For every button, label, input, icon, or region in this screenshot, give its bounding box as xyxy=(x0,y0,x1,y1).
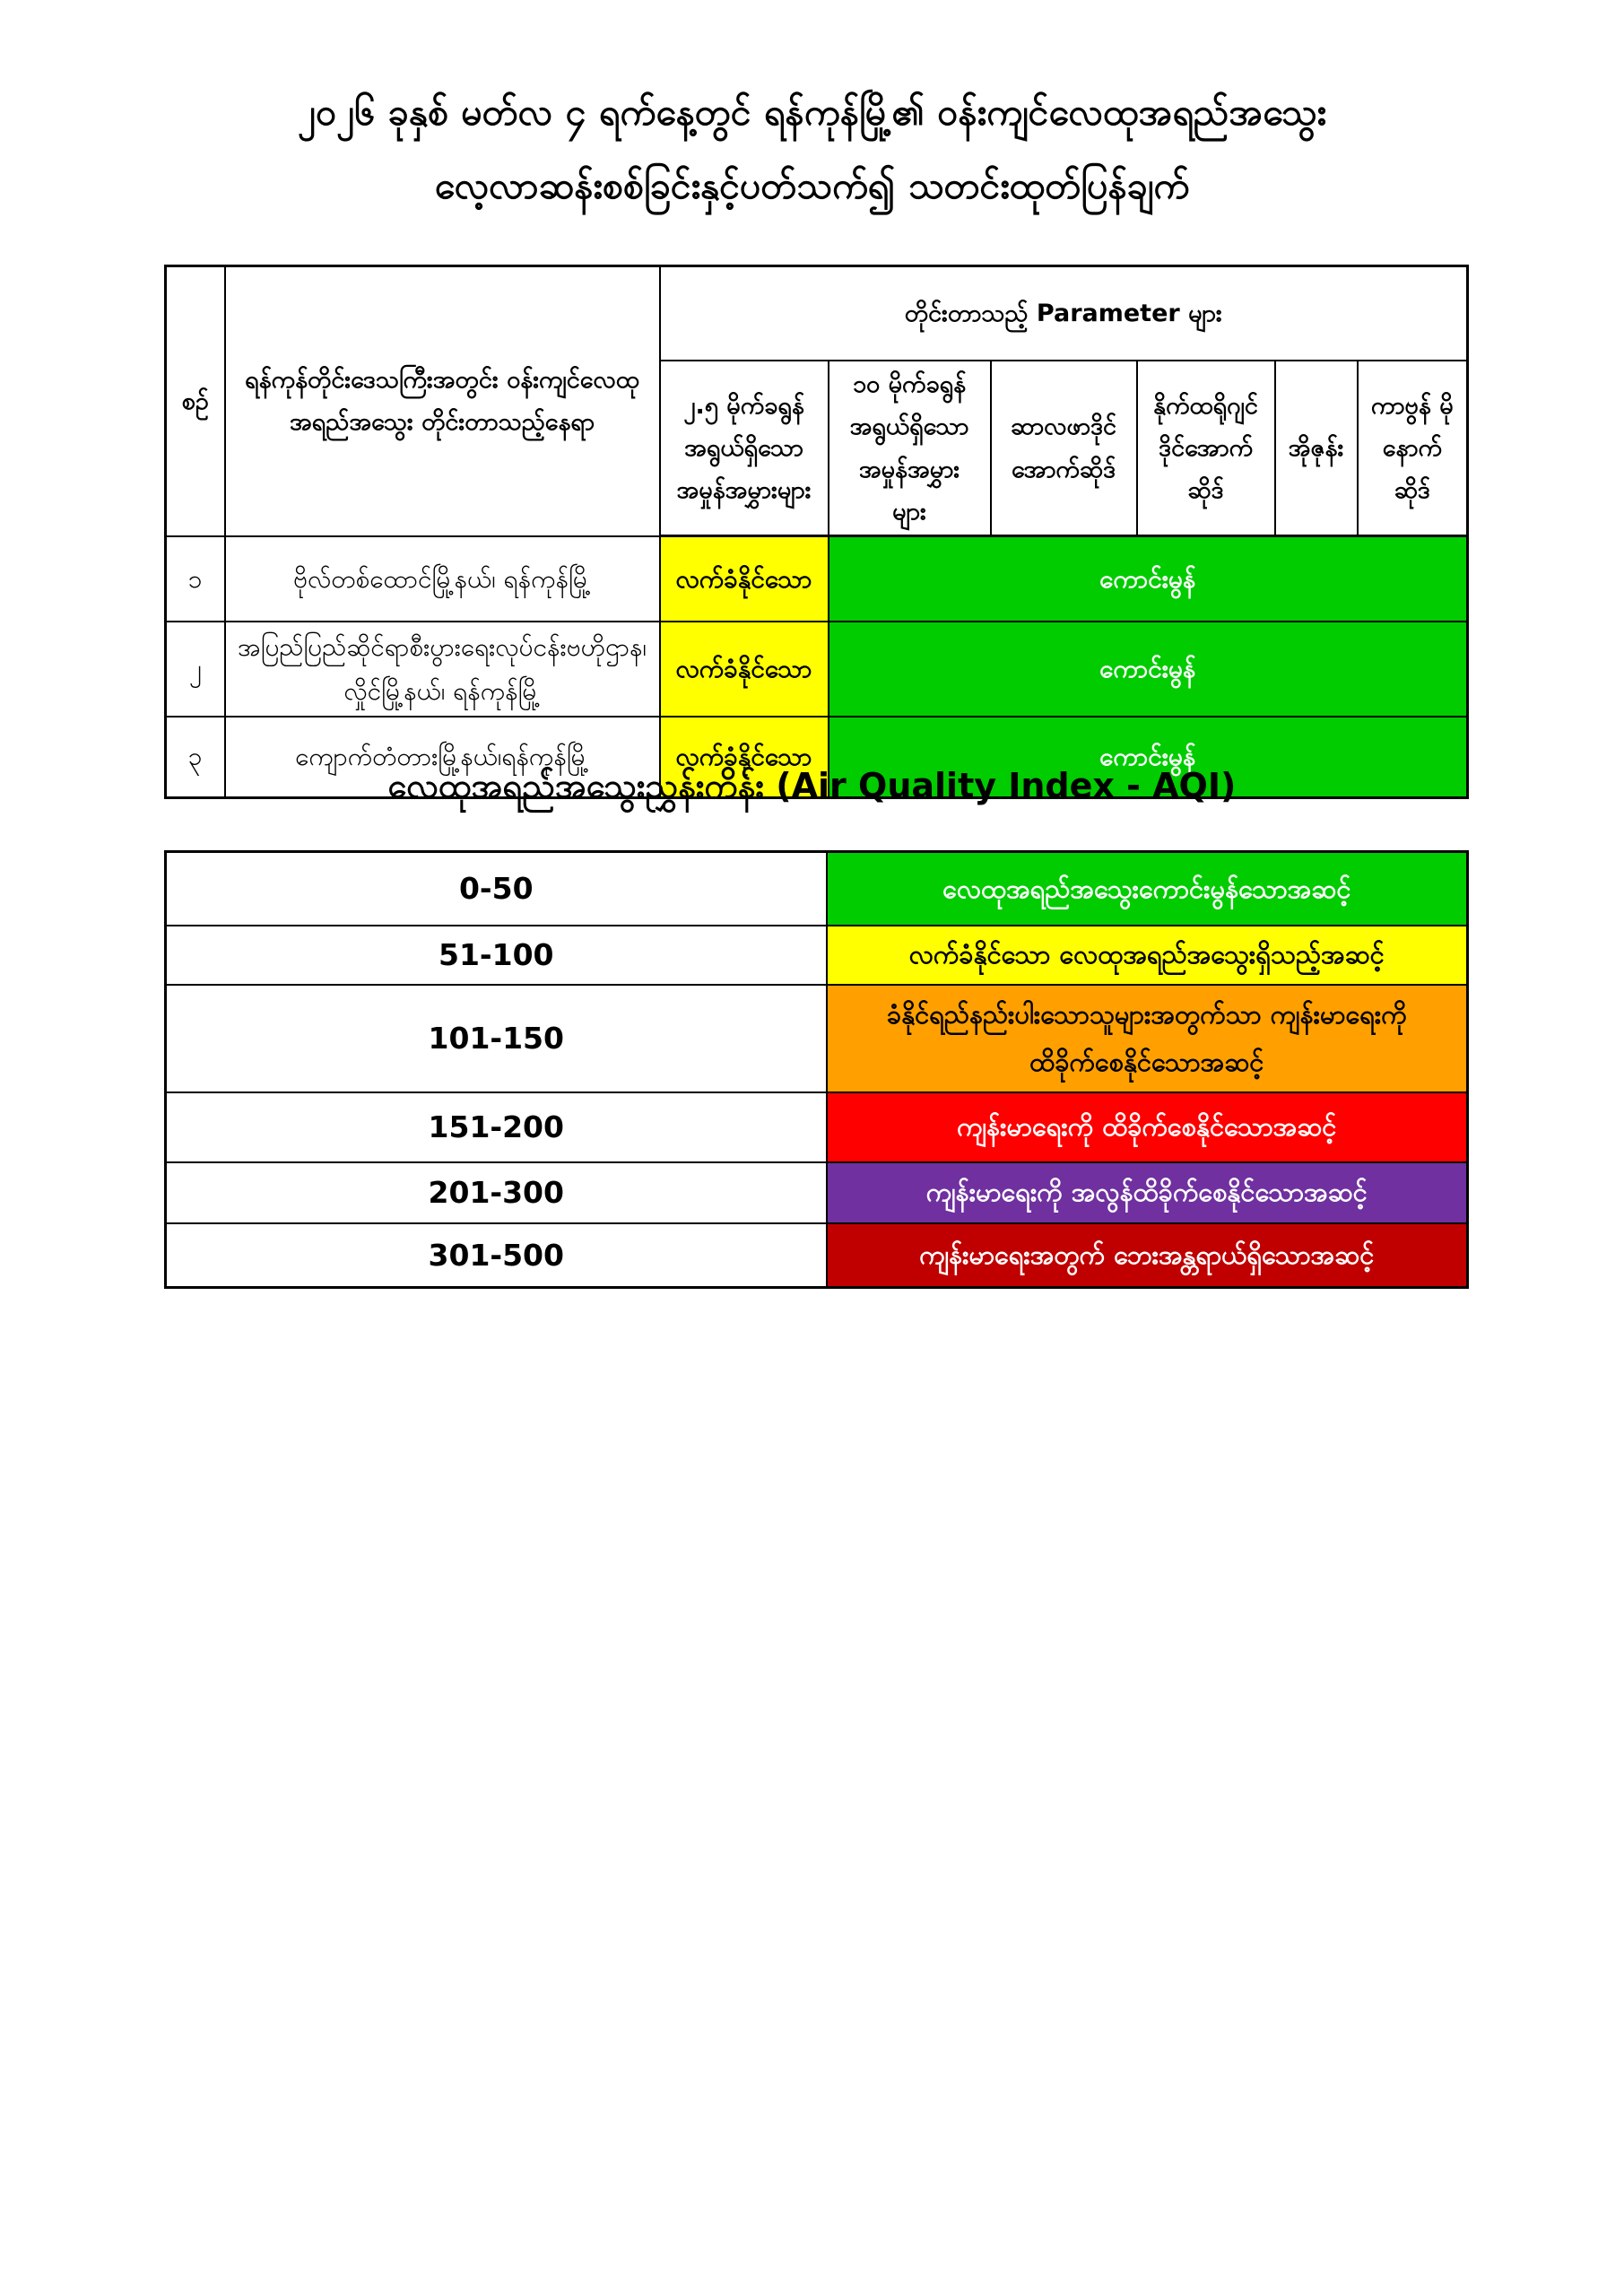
col-header-o3: အိုဇုန်း xyxy=(1275,361,1358,536)
aqi-row-hazardous xyxy=(166,1223,1468,1288)
col-header-pm10: ၁၀ မိုက်ခရွန် အရွယ်ရှိသော အမှုန်အမွှား များ xyxy=(829,361,991,536)
aqi-range-cell: 0-50 xyxy=(166,852,827,926)
other-params-status-cell: ကောင်းမွန် xyxy=(829,536,1468,622)
aqi-row-moderate xyxy=(166,926,1468,985)
pm25-status-cell: လက်ခံနိုင်သော xyxy=(660,536,829,622)
monitoring-table xyxy=(164,265,1469,799)
pm25-status-cell: လက်ခံနိုင်သော xyxy=(660,622,829,717)
col-header-so2: ဆာလဖာဒိုင် အောက်ဆိုဒ် xyxy=(991,361,1137,536)
table-row xyxy=(166,536,1468,622)
col-header-pm25: ၂.၅ မိုက်ခရွန် အရွယ်ရှိသော အမှုန်အမွှားများ xyxy=(660,361,829,536)
aqi-row-good xyxy=(166,852,1468,926)
document-title-line-1: ၂၀၂၆ ခုနှစ် မတ်လ ၄ ရက်နေ့တွင် ရန်ကုန်မြို့၏ ဝန်းကျင်လေထုအရည်အသွေး xyxy=(298,91,1326,134)
aqi-row-unhealthy xyxy=(166,1092,1468,1162)
col-header-no2: နိုက်ထရိုဂျင် ဒိုင်အောက် ဆိုဒ် xyxy=(1137,361,1275,536)
table-row xyxy=(166,622,1468,717)
aqi-row-unhealthy-sensitive xyxy=(166,985,1468,1092)
col-header-serial: စဉ် xyxy=(166,266,225,536)
aqi-legend-table xyxy=(164,850,1469,1289)
aqi-range-cell: 151-200 xyxy=(166,1092,827,1162)
aqi-row-very-unhealthy xyxy=(166,1162,1468,1223)
col-header-parameter-banner: တိုင်းတာသည့် Parameter များ xyxy=(660,266,1468,361)
location-cell: ဗိုလ်တစ်ထောင်မြို့နယ်၊ ရန်ကုန်မြို့ xyxy=(225,536,660,622)
col-header-co: ကာဗွန် မိုနောက် ဆိုဒ် xyxy=(1358,361,1468,536)
table-header-row xyxy=(166,266,1468,361)
aqi-range-cell: 201-300 xyxy=(166,1162,827,1223)
document-title xyxy=(0,75,1624,222)
aqi-range-cell: 51-100 xyxy=(166,926,827,985)
document-title-line-2: လေ့လာဆန်းစစ်ခြင်းနှင့်ပတ်သက်၍ သတင်းထုတ်ပြန်ချက် xyxy=(434,164,1190,207)
aqi-description-cell: ကျန်းမာရေးကို ထိခိုက်စေနိုင်သောအဆင့် xyxy=(827,1092,1468,1162)
serial-cell: ၁ xyxy=(166,536,225,622)
aqi-range-cell: 101-150 xyxy=(166,985,827,1092)
col-header-location: ရန်ကုန်တိုင်းဒေသကြီးအတွင်း ဝန်းကျင်လေထု အရည်အသွေး တိုင်းတာသည့်နေရာ xyxy=(225,266,660,536)
aqi-description-cell: လေထုအရည်အသွေးကောင်းမွန်သောအဆင့် xyxy=(827,852,1468,926)
aqi-range-cell: 301-500 xyxy=(166,1223,827,1288)
aqi-description-cell: လက်ခံနိုင်သော လေထုအရည်အသွေးရှိသည့်အဆင့် xyxy=(827,926,1468,985)
pm25-status-cell: လက်ခံနိုင်သော xyxy=(660,717,829,798)
location-cell: အပြည်ပြည်ဆိုင်ရာစီးပွားရေးလုပ်ငန်းဗဟိုဌာန၊ လှိုင်မြို့နယ်၊ ရန်ကုန်မြို့ xyxy=(225,622,660,717)
aqi-description-cell: ကျန်းမာရေးကို အလွန်ထိခိုက်စေနိုင်သောအဆင့် xyxy=(827,1162,1468,1223)
other-params-status-cell: ကောင်းမွန် xyxy=(829,622,1468,717)
serial-cell: ၃ xyxy=(166,717,225,798)
other-params-status-cell: ကောင်းမွန် xyxy=(829,717,1468,798)
serial-cell: ၂ xyxy=(166,622,225,717)
aqi-description-cell: ကျန်းမာရေးအတွက် ဘေးအန္တရာယ်ရှိသောအဆင့် xyxy=(827,1223,1468,1288)
location-cell: ကျောက်တံတားမြို့နယ်၊ရန်ကုန်မြို့ xyxy=(225,717,660,798)
aqi-section-title: လေထုအရည်အသွေးညွှန်းကိန်း (Air Quality Index - AQI) xyxy=(387,766,1237,805)
aqi-description-cell: ခံနိုင်ရည်နည်းပါးသောသူများအတွက်သာ ကျန်းမာရေးကို ထိခိုက်စေနိုင်သောအဆင့် xyxy=(827,985,1468,1092)
